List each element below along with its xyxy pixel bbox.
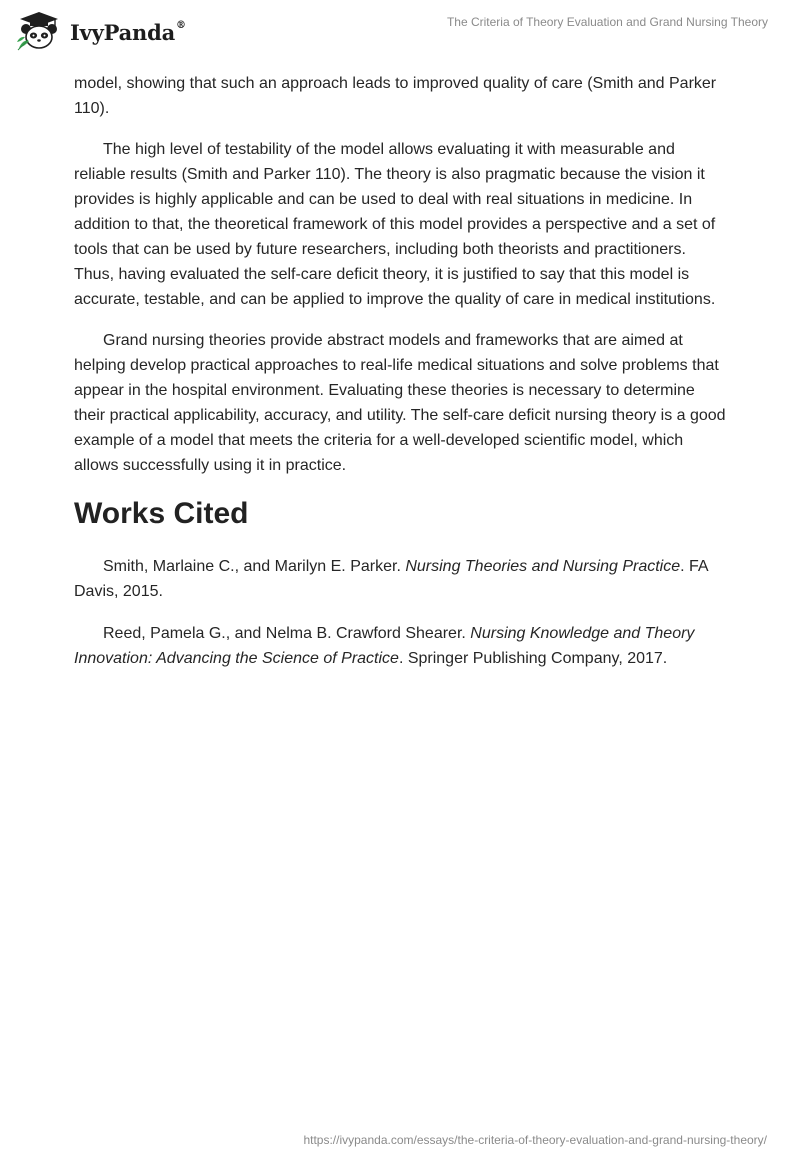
brand-label: IvyPanda	[70, 19, 176, 45]
registered-mark: ®	[176, 19, 186, 31]
citation-entry	[74, 554, 726, 604]
paragraph-conclusion: Grand nursing theories provide abstract models and frameworks that are aimed at helping develop practical approaches to real-life medical situations and solve problems that appear in the hospital environment. Evaluating these theories is necessary to determine their practical applicability, accuracy, and utility. The self-care deficit nursing theory is a good example of a model that meets the criteria for a well-developed scientific model, which allows successfully using it in practice.	[74, 332, 726, 474]
citation-authors: Reed, Pamela G., and Nelma B. Crawford Shearer.	[103, 625, 471, 642]
citation-title: Nursing Knowledge and Theory Innovation: Advancing the Science of Practice	[74, 625, 695, 667]
document-title: The Criteria of Theory Evaluation and Grand Nursing Theory	[446, 15, 768, 29]
essay-content	[74, 71, 726, 688]
paragraph-testability: The high level of testability of the model allows evaluating it with measurable and reliable results (Smith and Parker 110). The theory is also pragmatic because the vision it provides is highly applicable and can be used to deal with real situations in medicine. In addition to that, the theoretical framework of this model provides a perspective and a set of tools that can be used by future researchers, including both theorists and practitioners. Thus, having evaluated the self-care deficit theory, it is justified to say that this model is accurate, testable, and can be applied to improve the quality of care in medical institutions.	[74, 141, 716, 308]
citation-publisher: . Springer Publishing Company, 2017.	[398, 650, 668, 667]
source-url-link[interactable]: https://ivypanda.com/essays/the-criteria-of-theory-evaluation-and-grand-nursing-theory/	[303, 1133, 767, 1147]
citation-entry	[74, 621, 726, 671]
page-header	[0, 0, 800, 64]
paragraph-continuation: model, showing that such an approach leads to improved quality of care (Smith and Parker 110).	[74, 75, 717, 117]
works-cited-heading: Works Cited	[74, 497, 249, 530]
citation-title: Nursing Theories and Nursing Practice	[405, 558, 681, 575]
brand-name	[70, 20, 186, 45]
panda-graduate-icon	[14, 10, 64, 52]
citation-publisher: . FA Davis, 2015.	[74, 558, 708, 600]
ivypanda-logo[interactable]	[14, 8, 186, 54]
citation-authors: Smith, Marlaine C., and Marilyn E. Parker.	[103, 558, 406, 575]
